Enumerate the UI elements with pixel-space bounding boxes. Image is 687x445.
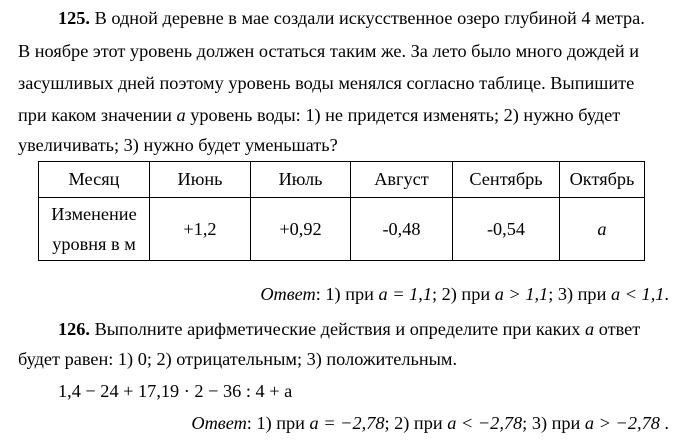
table-header-cell: Август — [351, 162, 453, 198]
table-header-cell: Октябрь — [560, 162, 645, 198]
table-header-cell: Июль — [251, 162, 351, 198]
table-cell: a — [560, 198, 645, 261]
table-row-label: Изменение уровня в м — [39, 198, 150, 261]
water-level-table — [38, 161, 645, 261]
problem-126-line-2: будет равен: 1) 0; 2) отрицательным; 3) положительным. — [18, 349, 458, 369]
answer-label: Ответ — [191, 413, 247, 433]
table-cell: -0,48 — [351, 198, 453, 261]
table-header-cell: Сентябрь — [453, 162, 560, 198]
table-cell: +0,92 — [251, 198, 351, 261]
problem-125-line-1: 125. В одной деревне в мае создали искусственное озеро глубиной 4 метра. — [58, 8, 645, 28]
problem-125-line-4: при каком значении a уровень воды: 1) не придется изменять; 2) нужно будет — [18, 105, 621, 125]
math-expression: 1,4 − 24 + 17,19 · 2 − 36 : 4 + a — [58, 381, 293, 401]
problem-126-line-1: 126. Выполните арифметические действия и определите при каких a ответ — [58, 319, 641, 339]
answer-label: Ответ — [260, 284, 316, 304]
answer-126: Ответ: 1) при a = −2,78; 2) при a < −2,78; 3) при a > −2,78 . — [191, 413, 669, 433]
variable-a: a — [585, 319, 595, 339]
table-header-cell: Месяц — [39, 162, 150, 198]
table-header-cell: Июнь — [150, 162, 251, 198]
table-row — [39, 198, 645, 261]
table-header-row — [39, 162, 645, 198]
variable-a: a — [176, 105, 186, 125]
problem-125-line-5: увеличивать; 3) нужно будет уменьшать? — [18, 135, 338, 155]
problem-125-line-2: В ноябре этот уровень должен остаться таким же. За лето было много дождей и — [18, 41, 639, 61]
table-cell: +1,2 — [150, 198, 251, 261]
problem-125-line-3: засушливых дней поэтому уровень воды менялся согласно таблице. Выпишите — [18, 73, 635, 93]
table-cell: -0,54 — [453, 198, 560, 261]
problem-number: 125. — [58, 8, 90, 28]
answer-125: Ответ: 1) при a = 1,1; 2) при a > 1,1; 3) при a < 1,1. — [260, 284, 669, 304]
problem-number: 126. — [58, 319, 90, 339]
